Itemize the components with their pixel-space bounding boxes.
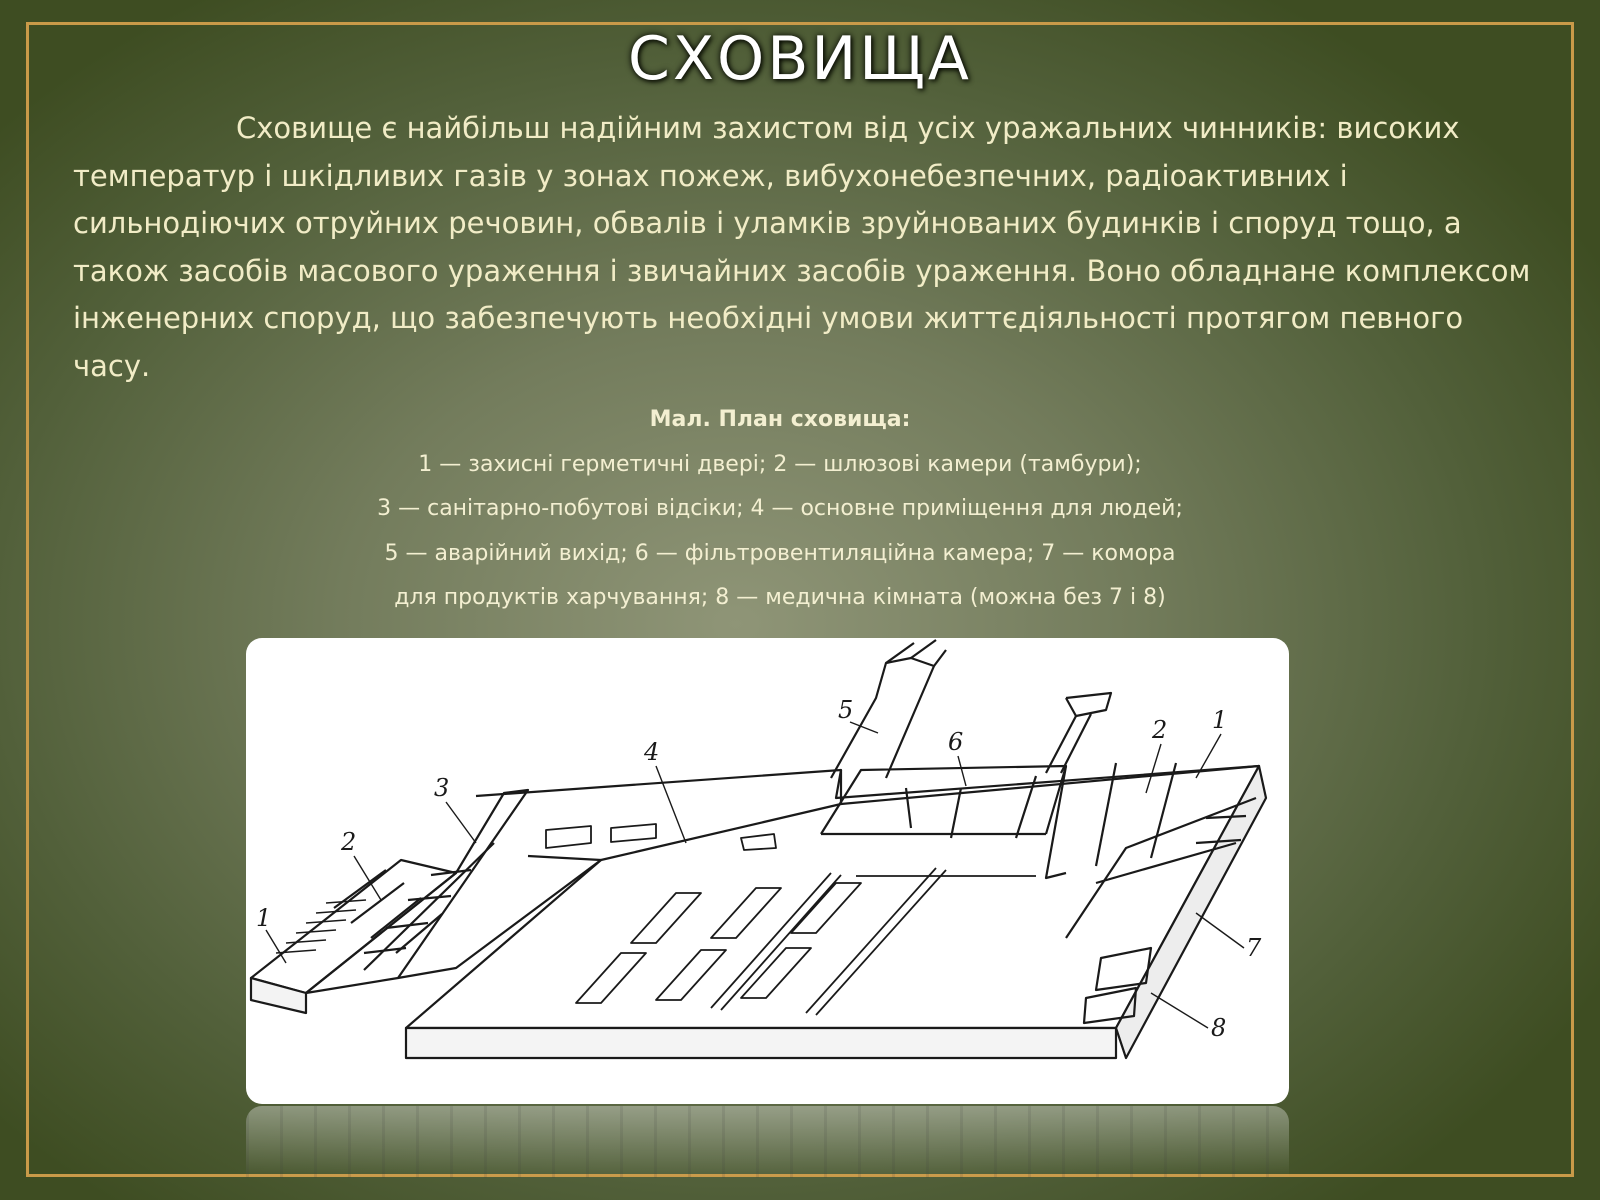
caption-line-3: 5 — аварійний вихід; 6 — фільтровентиляційна камера; 7 — комора bbox=[384, 540, 1176, 566]
plan-label-6: 6 bbox=[948, 728, 964, 756]
entrance-steps bbox=[276, 900, 366, 953]
plan-label-7: 7 bbox=[1246, 934, 1262, 962]
figure-caption bbox=[0, 398, 1560, 621]
caption-title: Мал. План сховища: bbox=[649, 407, 911, 432]
shelter-plan-drawing bbox=[246, 638, 1289, 1104]
bench-rows bbox=[546, 824, 1036, 1015]
plan-label-1-left: 1 bbox=[256, 904, 272, 932]
plan-label-1-right: 1 bbox=[1212, 706, 1228, 734]
plan-label-8: 8 bbox=[1211, 1014, 1227, 1042]
slide-body-text: Сховище є найбільш надійним захистом від усіх уражальних чинників: високих температур і шкідливих газів у зонах пожеж, вибухонебезпечних, радіоактивних і сильнодіючих отруйних речовин, обвалів і уламків зруйнованих будинків і споруд тощо, а також засобів масового ураження і звичайних засобів ураження. Воно обладнане комплексом інженерних споруд, що забезпечують необхідні умови життєдіяльності протягом певного часу. bbox=[73, 111, 1531, 383]
plan-label-4: 4 bbox=[644, 738, 660, 766]
plan-label-2-left: 2 bbox=[341, 828, 357, 856]
caption-line-4: для продуктів харчування; 8 — медична кімната (можна без 7 і 8) bbox=[394, 585, 1166, 610]
slide-title: СХОВИЩА bbox=[628, 24, 972, 94]
plan-label-5: 5 bbox=[838, 696, 854, 724]
left-wing-outline bbox=[251, 790, 601, 1013]
caption-line-1: 1 — захисні герметичні двері; 2 — шлюзові камери (тамбури); bbox=[418, 451, 1142, 477]
plan-label-2-right: 2 bbox=[1152, 716, 1168, 744]
caption-line-2: 3 — санітарно-побутові відсіки; 4 — основне приміщення для людей; bbox=[377, 496, 1183, 521]
figure-reflection bbox=[246, 1106, 1289, 1178]
plan-label-3: 3 bbox=[434, 774, 450, 802]
shelter-plan-figure bbox=[246, 638, 1289, 1104]
